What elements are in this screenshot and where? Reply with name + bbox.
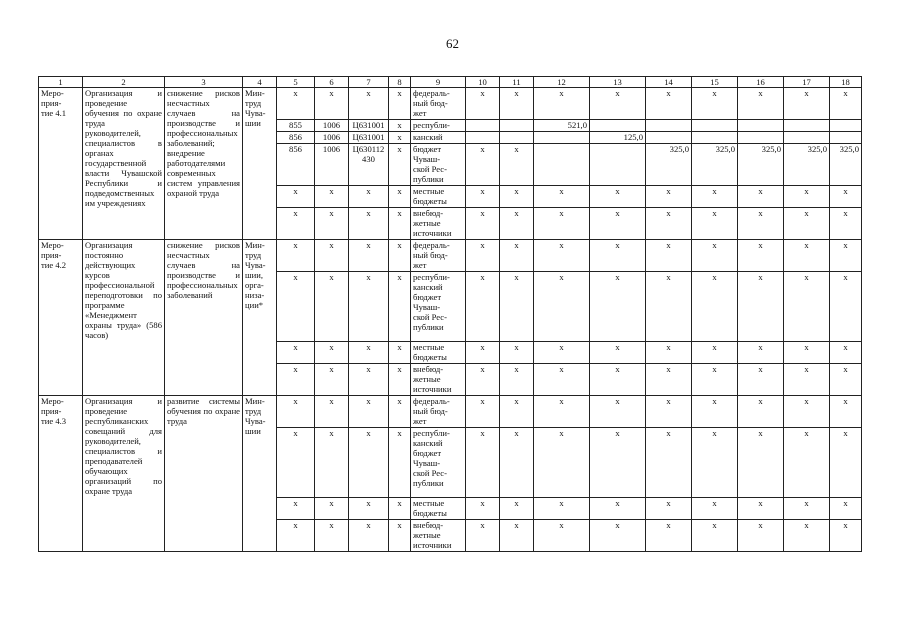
cell-amount: x xyxy=(466,144,500,186)
cell-amount: x xyxy=(590,396,646,428)
cell-amount: 325,0 xyxy=(784,144,830,186)
cell-target-article: x xyxy=(349,88,389,120)
cell-amount: x xyxy=(500,272,534,342)
cell-grbs: x xyxy=(277,364,315,396)
cell-grbs: x xyxy=(277,88,315,120)
cell-amount: x xyxy=(830,240,862,272)
cell-amount xyxy=(738,132,784,144)
cell-amount: x xyxy=(784,186,830,208)
header-col-5: 5 xyxy=(277,77,315,88)
cell-amount: x xyxy=(738,364,784,396)
measure-executor: Мин- труд Чува- шии, орга- низа- ции* xyxy=(243,240,277,396)
cell-expense-type: x xyxy=(389,364,411,396)
header-col-4: 4 xyxy=(243,77,277,88)
cell-expense-type: x xyxy=(389,144,411,186)
cell-amount xyxy=(500,132,534,144)
cell-section: x xyxy=(315,208,349,240)
cell-expense-type: x xyxy=(389,120,411,132)
cell-amount: x xyxy=(534,520,590,552)
cell-amount: x xyxy=(466,88,500,120)
cell-amount: x xyxy=(784,272,830,342)
header-col-2: 2 xyxy=(83,77,165,88)
cell-amount: x xyxy=(466,396,500,428)
cell-expense-type: x xyxy=(389,498,411,520)
cell-amount: x xyxy=(738,240,784,272)
cell-amount: x xyxy=(590,208,646,240)
cell-amount: x xyxy=(646,240,692,272)
cell-section: 1006 xyxy=(315,144,349,186)
cell-amount xyxy=(500,120,534,132)
header-col-11: 11 xyxy=(500,77,534,88)
cell-amount: x xyxy=(500,342,534,364)
cell-amount xyxy=(830,120,862,132)
cell-amount: x xyxy=(534,186,590,208)
cell-grbs: x xyxy=(277,520,315,552)
cell-section: x xyxy=(315,396,349,428)
cell-grbs: x xyxy=(277,428,315,498)
cell-amount: x xyxy=(466,272,500,342)
cell-amount: x xyxy=(738,208,784,240)
measure-title: Организация постоянно действующих курсов профессиональной переподготовки по программе «Менеджмент охраны труда» (586 часов) xyxy=(83,240,165,396)
measure-result: снижение рисков несчастных случаев на производстве и профессиональных заболеваний xyxy=(165,240,243,396)
cell-grbs: x xyxy=(277,396,315,428)
cell-amount: x xyxy=(534,88,590,120)
cell-amount: x xyxy=(830,428,862,498)
measure-title: Организация и проведение республиканских совещаний для руководителей, специалистов и преподавателей обучающих организаций по охране труда xyxy=(83,396,165,552)
cell-section: 1006 xyxy=(315,132,349,144)
cell-amount: x xyxy=(590,186,646,208)
cell-amount: x xyxy=(692,208,738,240)
cell-amount: x xyxy=(646,88,692,120)
cell-amount: x xyxy=(646,342,692,364)
header-col-18: 18 xyxy=(830,77,862,88)
cell-funding-source: внебюд- жетные источники xyxy=(411,520,466,552)
cell-amount: x xyxy=(784,88,830,120)
cell-amount: x xyxy=(738,88,784,120)
cell-amount: x xyxy=(692,396,738,428)
header-col-17: 17 xyxy=(784,77,830,88)
cell-target-article: x xyxy=(349,186,389,208)
cell-expense-type: x xyxy=(389,186,411,208)
measure-title: Организация и проведение обучения по охране труда руководителей, специалистов в органах государственной власти Чувашской Республики и подведомственных им учреждениях xyxy=(83,88,165,240)
cell-target-article: x xyxy=(349,240,389,272)
cell-amount: x xyxy=(646,396,692,428)
cell-amount: x xyxy=(466,498,500,520)
cell-amount: x xyxy=(590,428,646,498)
cell-grbs: x xyxy=(277,186,315,208)
cell-amount: x xyxy=(646,428,692,498)
cell-amount: x xyxy=(500,208,534,240)
cell-section: x xyxy=(315,520,349,552)
cell-amount: x xyxy=(784,240,830,272)
cell-grbs: 856 xyxy=(277,132,315,144)
cell-amount: x xyxy=(830,186,862,208)
cell-amount: x xyxy=(830,520,862,552)
cell-amount: x xyxy=(534,428,590,498)
cell-expense-type: x xyxy=(389,342,411,364)
cell-section: x xyxy=(315,364,349,396)
cell-amount: x xyxy=(466,240,500,272)
cell-target-article: x xyxy=(349,498,389,520)
cell-amount: x xyxy=(534,208,590,240)
cell-funding-source: федераль- ный бюд- жет xyxy=(411,88,466,120)
measure-id: Меро- прия- тие 4.3 xyxy=(39,396,83,552)
cell-amount xyxy=(830,132,862,144)
cell-amount: x xyxy=(692,364,738,396)
cell-target-article: Ц631001 xyxy=(349,120,389,132)
cell-amount xyxy=(784,132,830,144)
cell-section: x xyxy=(315,186,349,208)
cell-amount: x xyxy=(784,342,830,364)
cell-funding-source: местные бюджеты xyxy=(411,342,466,364)
cell-target-article: x xyxy=(349,342,389,364)
table-row xyxy=(39,240,862,272)
cell-amount: x xyxy=(692,272,738,342)
header-col-8: 8 xyxy=(389,77,411,88)
cell-funding-source: местные бюджеты xyxy=(411,186,466,208)
cell-grbs: x xyxy=(277,208,315,240)
cell-amount: x xyxy=(784,520,830,552)
header-col-14: 14 xyxy=(646,77,692,88)
measure-result: развитие системы обучения по охране труда xyxy=(165,396,243,552)
measure-id: Меро- прия- тие 4.1 xyxy=(39,88,83,240)
cell-target-article: x xyxy=(349,208,389,240)
page-number: 62 xyxy=(446,36,459,51)
cell-grbs: x xyxy=(277,272,315,342)
cell-amount xyxy=(534,144,590,186)
cell-amount: x xyxy=(738,520,784,552)
cell-amount: x xyxy=(830,88,862,120)
cell-expense-type: x xyxy=(389,520,411,552)
cell-section: x xyxy=(315,272,349,342)
cell-amount: x xyxy=(500,498,534,520)
cell-amount: x xyxy=(830,498,862,520)
cell-amount: x xyxy=(784,396,830,428)
cell-amount: x xyxy=(590,364,646,396)
cell-funding-source: местные бюджеты xyxy=(411,498,466,520)
cell-amount: x xyxy=(534,364,590,396)
cell-amount: x xyxy=(500,88,534,120)
cell-amount: x xyxy=(738,272,784,342)
cell-section: x xyxy=(315,88,349,120)
cell-funding-source: республи- канский бюджет Чуваш- ской Рес- публики xyxy=(411,272,466,342)
cell-amount: x xyxy=(500,428,534,498)
cell-amount: x xyxy=(830,364,862,396)
cell-amount: x xyxy=(534,498,590,520)
cell-amount: 325,0 xyxy=(692,144,738,186)
cell-amount: x xyxy=(738,342,784,364)
cell-amount: x xyxy=(738,396,784,428)
header-col-9: 9 xyxy=(411,77,466,88)
cell-amount xyxy=(534,132,590,144)
header-col-6: 6 xyxy=(315,77,349,88)
cell-amount: x xyxy=(784,208,830,240)
cell-amount: x xyxy=(646,520,692,552)
cell-amount xyxy=(738,120,784,132)
cell-target-article: x xyxy=(349,364,389,396)
cell-amount: x xyxy=(590,272,646,342)
cell-amount: x xyxy=(646,498,692,520)
cell-grbs: x xyxy=(277,342,315,364)
header-col-7: 7 xyxy=(349,77,389,88)
cell-expense-type: x xyxy=(389,132,411,144)
cell-grbs: 856 xyxy=(277,144,315,186)
cell-amount: x xyxy=(500,520,534,552)
header-col-1: 1 xyxy=(39,77,83,88)
header-col-15: 15 xyxy=(692,77,738,88)
cell-amount: 325,0 xyxy=(830,144,862,186)
cell-funding-source: внебюд- жетные источники xyxy=(411,208,466,240)
cell-funding-source: федераль- ный бюд- жет xyxy=(411,396,466,428)
cell-section: 1006 xyxy=(315,120,349,132)
cell-amount: x xyxy=(692,428,738,498)
cell-amount: x xyxy=(500,364,534,396)
cell-amount: x xyxy=(692,88,738,120)
cell-expense-type: x xyxy=(389,272,411,342)
cell-amount: 325,0 xyxy=(738,144,784,186)
cell-amount: 125,0 xyxy=(590,132,646,144)
cell-amount: x xyxy=(534,240,590,272)
table-row xyxy=(39,88,862,120)
header-col-16: 16 xyxy=(738,77,784,88)
cell-section: x xyxy=(315,428,349,498)
cell-amount xyxy=(590,120,646,132)
cell-target-article: Ц630112 430 xyxy=(349,144,389,186)
cell-amount: x xyxy=(738,186,784,208)
cell-funding-source: бюджет Чуваш- ской Рес- публики xyxy=(411,144,466,186)
cell-target-article: x xyxy=(349,520,389,552)
budget-table xyxy=(38,76,862,552)
cell-amount: x xyxy=(738,428,784,498)
measure-id: Меро- прия- тие 4.2 xyxy=(39,240,83,396)
cell-amount: x xyxy=(784,428,830,498)
cell-amount xyxy=(646,132,692,144)
cell-amount: x xyxy=(646,208,692,240)
cell-amount: x xyxy=(590,88,646,120)
cell-amount xyxy=(466,132,500,144)
cell-amount: x xyxy=(692,498,738,520)
cell-funding-source: внебюд- жетные источники xyxy=(411,364,466,396)
cell-amount: x xyxy=(534,342,590,364)
cell-amount: x xyxy=(692,240,738,272)
cell-amount: x xyxy=(466,186,500,208)
cell-amount: x xyxy=(830,342,862,364)
cell-amount xyxy=(646,120,692,132)
cell-amount: 325,0 xyxy=(646,144,692,186)
measure-executor: Мин- труд Чува- шии xyxy=(243,396,277,552)
cell-funding-source: канский xyxy=(411,132,466,144)
cell-funding-source: республи- канский бюджет Чуваш- ской Рес- публики xyxy=(411,428,466,498)
measure-result: снижение рисков несчастных случаев на производстве и профессиональных заболеваний; внедрение работодателями современных систем управления охраной труда xyxy=(165,88,243,240)
measure-executor: Мин- труд Чува- шии xyxy=(243,88,277,240)
cell-amount: x xyxy=(590,498,646,520)
cell-section: x xyxy=(315,240,349,272)
cell-amount: x xyxy=(500,240,534,272)
cell-amount xyxy=(692,120,738,132)
cell-amount: x xyxy=(692,520,738,552)
cell-grbs: 855 xyxy=(277,120,315,132)
cell-amount: x xyxy=(500,396,534,428)
cell-section: x xyxy=(315,498,349,520)
cell-grbs: x xyxy=(277,240,315,272)
cell-amount: x xyxy=(466,520,500,552)
cell-amount: 521,0 xyxy=(534,120,590,132)
cell-amount xyxy=(692,132,738,144)
cell-amount: x xyxy=(500,144,534,186)
cell-amount: x xyxy=(784,364,830,396)
cell-expense-type: x xyxy=(389,240,411,272)
cell-amount: x xyxy=(534,272,590,342)
header-col-3: 3 xyxy=(165,77,243,88)
cell-grbs: x xyxy=(277,498,315,520)
cell-amount: x xyxy=(646,272,692,342)
table-body xyxy=(39,77,862,552)
cell-target-article: x xyxy=(349,272,389,342)
cell-target-article: x xyxy=(349,396,389,428)
cell-expense-type: x xyxy=(389,208,411,240)
cell-amount: x xyxy=(590,342,646,364)
cell-amount: x xyxy=(738,498,784,520)
cell-amount: x xyxy=(692,186,738,208)
cell-amount: x xyxy=(646,186,692,208)
cell-amount: x xyxy=(466,208,500,240)
cell-target-article: Ц631001 xyxy=(349,132,389,144)
cell-amount: x xyxy=(590,240,646,272)
cell-target-article: x xyxy=(349,428,389,498)
cell-amount: x xyxy=(534,396,590,428)
cell-amount: x xyxy=(830,272,862,342)
cell-amount: x xyxy=(466,428,500,498)
cell-amount: x xyxy=(646,364,692,396)
cell-amount: x xyxy=(590,520,646,552)
cell-amount xyxy=(784,120,830,132)
header-col-10: 10 xyxy=(466,77,500,88)
cell-expense-type: x xyxy=(389,428,411,498)
cell-amount: x xyxy=(692,342,738,364)
cell-amount xyxy=(466,120,500,132)
cell-amount: x xyxy=(830,208,862,240)
cell-funding-source: республи- xyxy=(411,120,466,132)
table-row xyxy=(39,396,862,428)
cell-amount: x xyxy=(784,498,830,520)
cell-expense-type: x xyxy=(389,396,411,428)
cell-amount: x xyxy=(830,396,862,428)
cell-funding-source: федераль- ный бюд- жет xyxy=(411,240,466,272)
header-row xyxy=(39,77,862,88)
header-col-13: 13 xyxy=(590,77,646,88)
cell-section: x xyxy=(315,342,349,364)
header-col-12: 12 xyxy=(534,77,590,88)
cell-amount: x xyxy=(466,342,500,364)
cell-amount: x xyxy=(500,186,534,208)
cell-expense-type: x xyxy=(389,88,411,120)
cell-amount: x xyxy=(466,364,500,396)
cell-amount xyxy=(590,144,646,186)
